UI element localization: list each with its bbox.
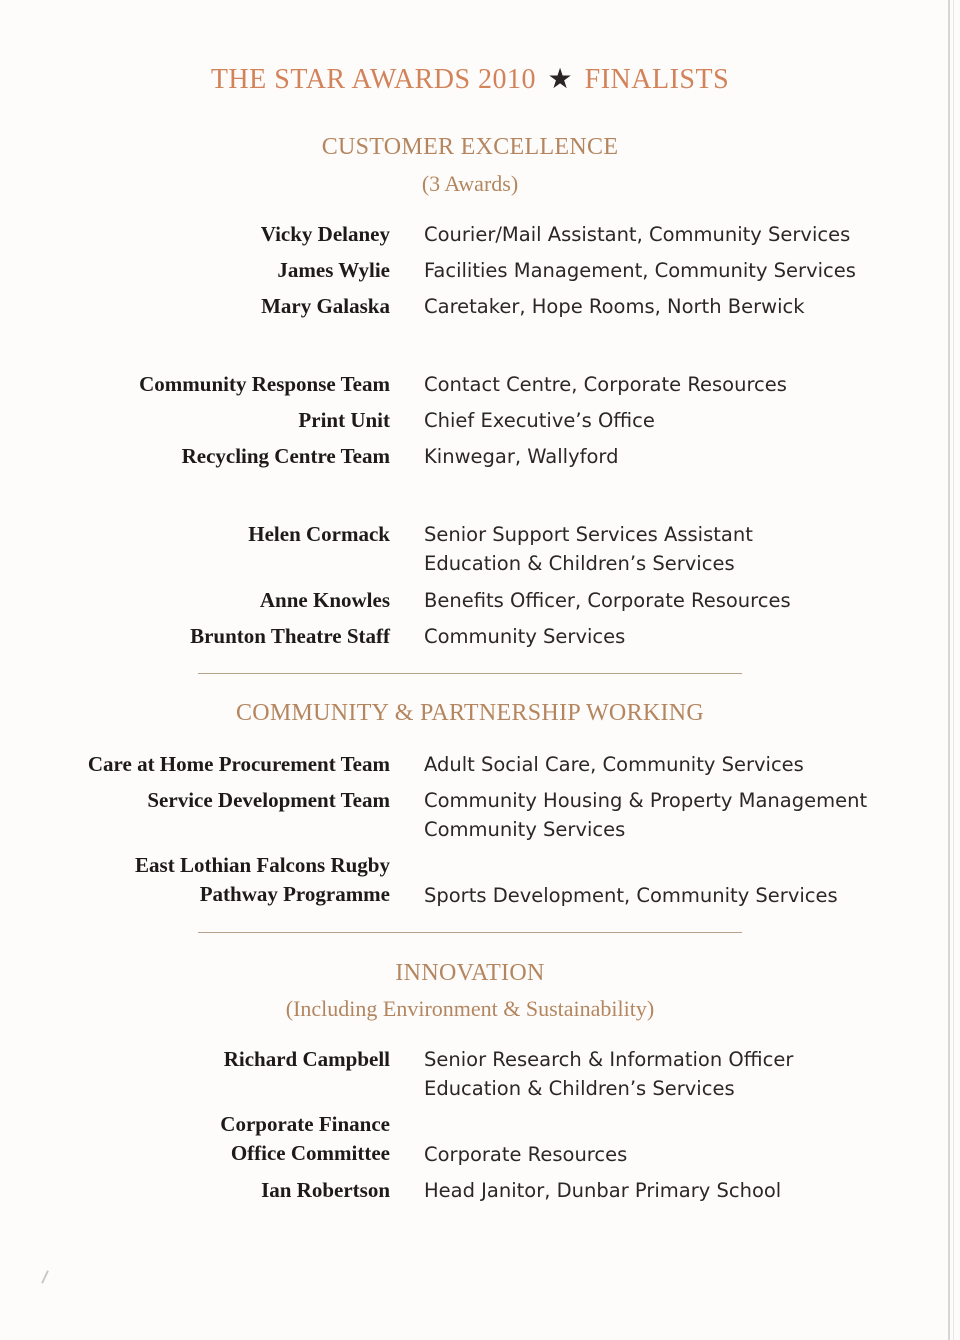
- finalist-name: James Wylie: [277, 258, 390, 282]
- finalist-name: Vicky Delaney: [260, 222, 390, 246]
- finalist-description: Adult Social Care, Community Services: [424, 753, 804, 776]
- finalist-name: Print Unit: [298, 408, 390, 432]
- finalist-description: Senior Support Services Assistant: [424, 523, 753, 546]
- section-sub-innovation: (Including Environment & Sustainability): [285, 996, 655, 1021]
- finalist-name: Brunton Theatre Staff: [190, 624, 390, 648]
- finalist-name: Care at Home Procurement Team: [87, 752, 390, 776]
- finalist-description: Senior Research & Information Officer: [424, 1048, 794, 1071]
- finalist-name: Richard Campbell: [223, 1047, 390, 1071]
- finalist-description: Sports Development, Community Services: [424, 884, 838, 907]
- finalist-description: Education & Children’s Services: [424, 552, 735, 575]
- finalist-name: Ian Robertson: [261, 1178, 390, 1202]
- finalist-description: Caretaker, Hope Rooms, North Berwick: [424, 295, 805, 318]
- finalist-name: Service Development Team: [147, 788, 390, 812]
- finalist-name: Recycling Centre Team: [181, 444, 390, 468]
- title-right: FINALISTS: [584, 64, 730, 95]
- page-title: [0, 62, 940, 96]
- finalist-description: Community Services: [424, 818, 626, 841]
- finalist-description: Corporate Resources: [424, 1143, 628, 1166]
- finalist-name: East Lothian Falcons Rugby: [135, 853, 390, 877]
- section-heading-innovation: INNOVATION: [395, 960, 545, 986]
- finalist-name: Anne Knowles: [259, 588, 390, 612]
- section-heading-community-partnership: COMMUNITY & PARTNERSHIP WORKING: [235, 700, 705, 726]
- scan-speck: [41, 1270, 49, 1284]
- finalist-description: Education & Children’s Services: [424, 1077, 735, 1100]
- page-edge-shadow: [953, 0, 954, 1340]
- finalist-name: Community Response Team: [139, 372, 390, 396]
- finalist-name: Mary Galaska: [261, 294, 390, 318]
- section-divider: [198, 673, 742, 674]
- section-sub-customer-excellence: (3 Awards): [421, 171, 519, 196]
- finalist-description: Community Services: [424, 625, 626, 648]
- finalist-description: Contact Centre, Corporate Resources: [424, 373, 787, 396]
- title-left: THE STAR AWARDS 2010: [210, 64, 537, 95]
- finalist-description: Facilities Management, Community Services: [424, 259, 856, 282]
- finalist-name: Helen Cormack: [248, 522, 390, 546]
- finalist-name: Office Committee: [230, 1141, 390, 1165]
- star-icon: ★: [547, 64, 574, 95]
- finalist-description: Head Janitor, Dunbar Primary School: [424, 1179, 782, 1202]
- finalist-description: Kinwegar, Wallyford: [424, 445, 619, 468]
- finalist-name: Corporate Finance: [220, 1112, 390, 1136]
- section-divider: [198, 932, 742, 933]
- finalist-description: Community Housing & Property Management: [424, 789, 868, 812]
- finalist-description: Benefits Officer, Corporate Resources: [424, 589, 791, 612]
- finalist-description: Chief Executive’s Office: [424, 409, 655, 432]
- section-heading-customer-excellence: CUSTOMER EXCELLENCE: [321, 134, 619, 160]
- finalist-name: Pathway Programme: [199, 882, 390, 906]
- page-edge: [948, 0, 950, 1340]
- finalist-description: Courier/Mail Assistant, Community Services: [424, 223, 851, 246]
